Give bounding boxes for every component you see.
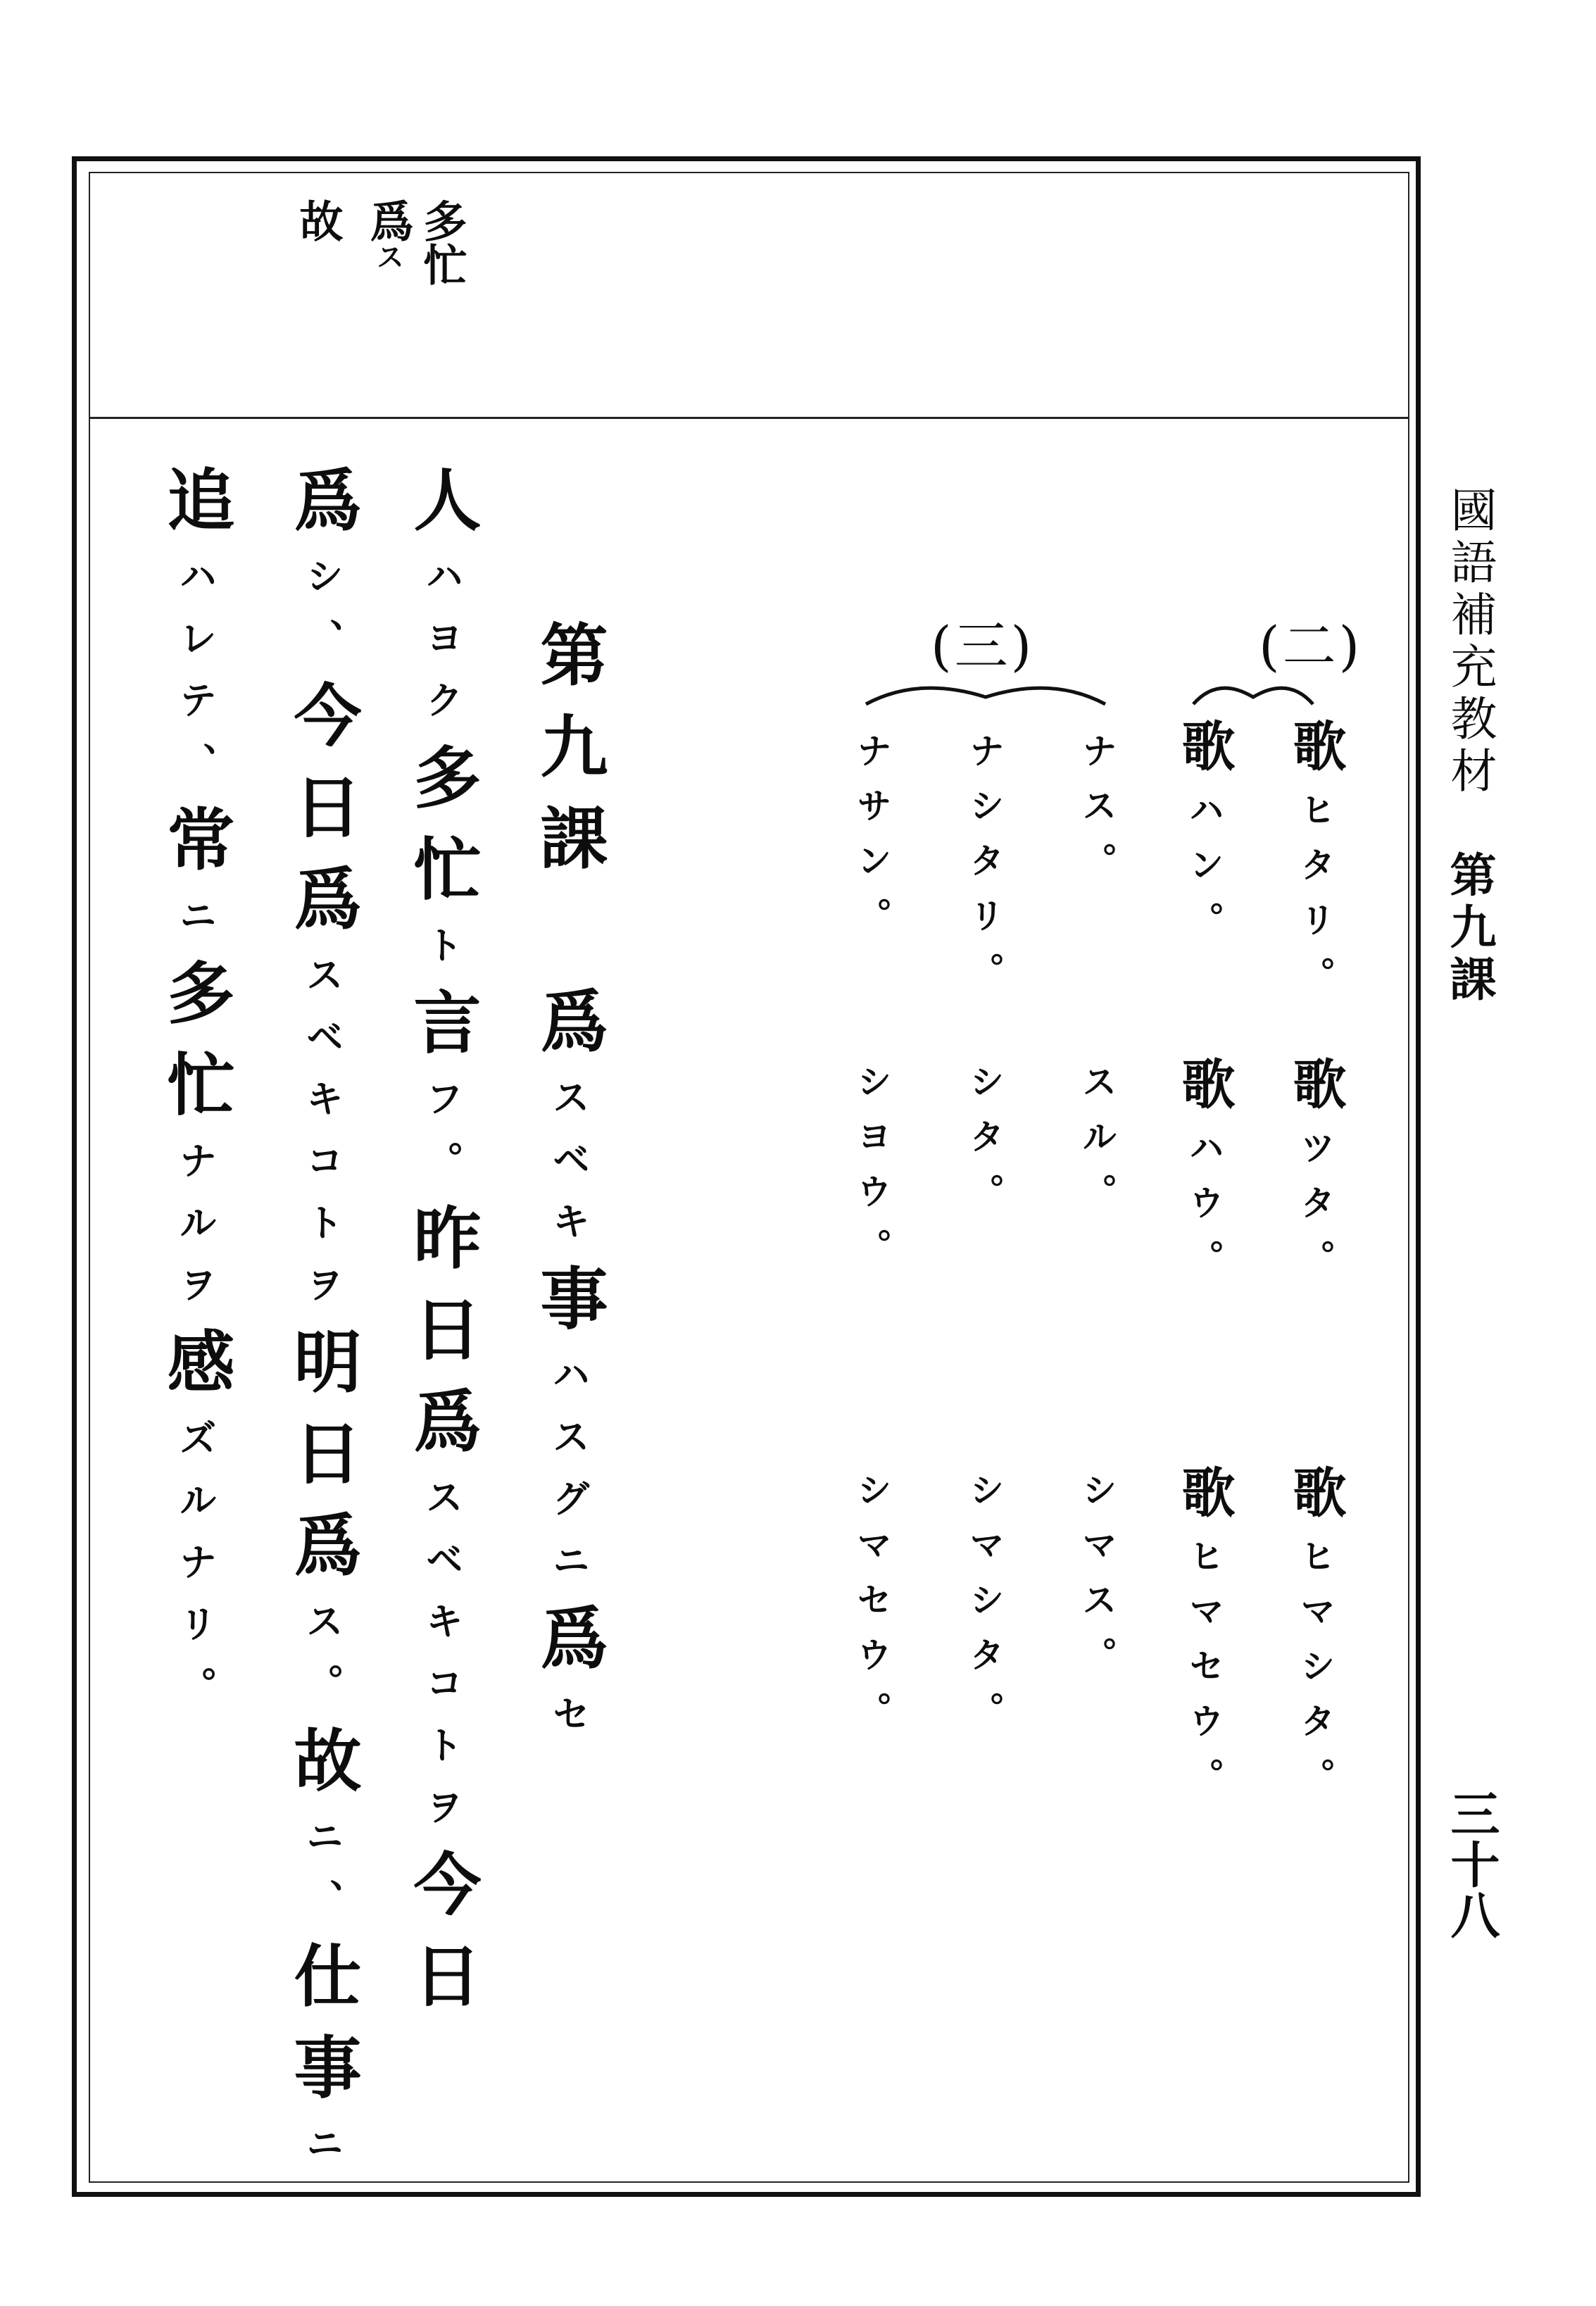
ex1-kanji-b: 歌 (1284, 1056, 1347, 1129)
example-column-2c (1173, 1465, 1236, 1812)
ex5-b: シヨウ。 (851, 1063, 893, 1283)
body-col2-segment: スベキコトヲ (300, 955, 345, 1327)
body-col1-segment: 昨日爲 (403, 1203, 482, 1477)
example-column-3 (1070, 732, 1124, 897)
body-col2-segment: 明日爲 (283, 1327, 363, 1601)
example-column-2b (1173, 1056, 1236, 1294)
page-number: 三十八 (1443, 1788, 1501, 1941)
headnote-divider (89, 417, 1409, 419)
ex1-kanji-c: 歌 (1284, 1465, 1347, 1538)
ex2-c: ヒマセウ。 (1183, 1538, 1225, 1812)
headnote-2-kana: ス (372, 242, 405, 270)
body-col1-segment: ハヨク (420, 556, 465, 742)
example-label-3: (三) (931, 615, 1035, 677)
body-col2-segment: 今日爲 (283, 680, 363, 955)
example-column-3b (1070, 1063, 1124, 1228)
body-col3-segment: 多忙 (156, 958, 236, 1141)
ex3-b: スル。 (1076, 1063, 1118, 1228)
body-col2-segment: 爲 (283, 465, 363, 556)
body-col1-segment: フ。 (420, 1079, 465, 1203)
heading-kanji-1: 爲 (529, 986, 609, 1077)
ex2-kanji-c: 歌 (1173, 1465, 1236, 1538)
body-col1-segment: スベキコトヲ (420, 1477, 465, 1849)
heading-kanji-3: 爲 (529, 1603, 609, 1694)
body-column-1 (403, 465, 482, 2032)
headnote-2-kanji: 爲 (363, 199, 414, 242)
example-column-1c (1284, 1465, 1347, 1812)
heading-kana-3: ニ (546, 1541, 591, 1603)
ex2-kanji-a: 歌 (1173, 718, 1236, 791)
example-column-4 (957, 732, 1011, 1007)
example-column-5c (845, 1472, 898, 1746)
lesson-heading (529, 620, 609, 1756)
heading-kana-1: スベキ (546, 1077, 591, 1263)
ex2-b: ハウ。 (1183, 1129, 1225, 1294)
example-column-5b (845, 1063, 898, 1283)
body-col2-segment: 故 (283, 1725, 363, 1817)
ex5-a: ナサン。 (851, 732, 893, 952)
running-title (1436, 486, 1503, 1007)
headnote-3 (292, 199, 344, 242)
example-column-5 (845, 732, 898, 952)
example-column-2 (1173, 718, 1236, 956)
example-label-2: (二) (1259, 615, 1363, 677)
body-col1-segment: ト (420, 925, 465, 987)
heading-kanji-2: 事 (529, 1263, 609, 1355)
headnote-3-text: 故 (292, 199, 344, 242)
body-col3-segment: ナルヲ (173, 1141, 218, 1327)
body-col3-segment: ニ (173, 896, 218, 958)
brace-3 (862, 669, 1109, 711)
example-column-3c (1070, 1472, 1124, 1691)
ex4-b: シタ。 (964, 1063, 1005, 1228)
body-col2-segment: ニ、 (300, 1817, 345, 1941)
ex3-a: ナス。 (1076, 732, 1118, 897)
ex2-kanji-b: 歌 (1173, 1056, 1236, 1129)
body-col1-segment: 今日 (403, 1849, 482, 2032)
ex1-c: ヒマシタ。 (1295, 1538, 1336, 1812)
headnote-2 (363, 199, 414, 270)
example-column-4b (957, 1063, 1011, 1228)
running-lesson: 第九課 (1442, 851, 1497, 1007)
ex1-a: ヒタリ。 (1295, 791, 1336, 1011)
heading-kana-2: ハスグ (546, 1355, 591, 1541)
body-col1-segment: 人 (403, 465, 482, 556)
ex2-a: ハン。 (1183, 791, 1225, 956)
body-col3-segment: ハレテ、 (173, 556, 218, 804)
body-col2-segment: 仕事 (283, 1941, 363, 2124)
ex1-b: ツタ。 (1295, 1129, 1336, 1294)
headnote-1-text: 多忙 (416, 199, 467, 286)
brace-2 (1190, 669, 1317, 711)
ex4-c: シマシタ。 (964, 1472, 1005, 1746)
body-col2-segment: シ、 (300, 556, 345, 680)
book-title: 國語補充教材 (1443, 486, 1497, 798)
lesson-number: 第九課 (529, 620, 609, 894)
ex3-c: シマス。 (1076, 1472, 1118, 1691)
body-col2-segment: ニ (300, 2124, 345, 2186)
body-col2-segment: ス。 (300, 1601, 345, 1725)
body-col1-segment: 言 (403, 987, 482, 1079)
body-column-3 (156, 465, 236, 1728)
body-col1-segment: 多忙 (403, 742, 482, 925)
body-col3-segment: 常 (156, 804, 236, 896)
example-column-1 (1284, 718, 1347, 1011)
heading-kana-4: セ (546, 1694, 591, 1756)
example-column-4c (957, 1472, 1011, 1746)
body-col3-segment: 感 (156, 1327, 236, 1418)
ex1-kanji-a: 歌 (1284, 718, 1347, 791)
example-column-1b (1284, 1056, 1347, 1294)
ex4-a: ナシタリ。 (964, 732, 1005, 1007)
body-col3-segment: 追 (156, 465, 236, 556)
ex5-c: シマセウ。 (851, 1472, 893, 1746)
headnote-1 (416, 199, 467, 286)
body-col3-segment: ズルナリ。 (173, 1418, 218, 1728)
body-column-2 (283, 465, 363, 2186)
